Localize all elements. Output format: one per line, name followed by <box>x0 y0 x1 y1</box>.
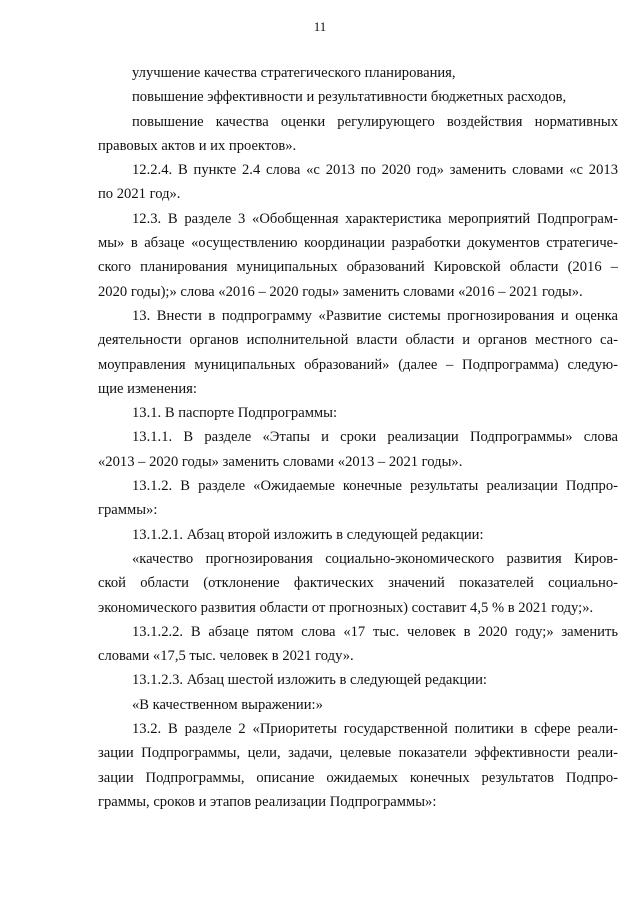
document-body <box>98 61 618 814</box>
text-line: зации Подпрограммы, цели, задачи, целевые показатели эффективности реали- <box>98 745 618 762</box>
text-line: граммы»: <box>98 502 158 519</box>
text-line: ской области (отклонение фактических значений показателей социально- <box>98 575 618 592</box>
text-line: 12.2.4. В пункте 2.4 слова «с 2013 по 2020 год» заменить словами «с 2013 <box>132 162 618 179</box>
text-line: «2013 – 2020 годы» заменить словами «2013 – 2021 годы». <box>98 453 463 470</box>
text-line: мы» в абзаце «осуществлению координации разработки документов стратегиче- <box>98 235 618 252</box>
text-line: 13.1. В паспорте Подпрограммы: <box>132 405 338 422</box>
text-line: словами «17,5 тыс. человек в 2021 году». <box>98 648 354 665</box>
text-line: щие изменения: <box>98 380 197 397</box>
text-line: деятельности органов исполнительной власти области и органов местного са- <box>98 332 618 349</box>
text-line: экономического развития области от прогнозных) составит 4,5 % в 2021 году;». <box>98 599 594 616</box>
text-line: 13.1.2.3. Абзац шестой изложить в следующей редакции: <box>132 672 487 689</box>
text-line: по 2021 год». <box>98 186 181 203</box>
text-line: повышение качества оценки регулирующего воздействия нормативных <box>132 113 618 130</box>
text-line: «качество прогнозирования социально-экономического развития Киров- <box>132 550 618 567</box>
text-line: «В качественном выражении:» <box>132 696 323 713</box>
text-line: 13.1.2.1. Абзац второй изложить в следующей редакции: <box>132 526 484 543</box>
page-number: 11 <box>313 19 327 34</box>
text-line: 12.3. В разделе 3 «Обобщенная характеристика мероприятий Подпрограм- <box>132 210 618 227</box>
text-line: зации Подпрограммы, описание ожидаемых конечных результатов Подпро- <box>98 769 618 786</box>
text-line: 13. Внести в подпрограмму «Развитие системы прогнозирования и оценка <box>132 307 618 324</box>
text-line: правовых актов и их проектов». <box>98 137 297 154</box>
text-line: 13.1.2.2. В абзаце пятом слова «17 тыс. человек в 2020 году;» заменить <box>132 623 618 640</box>
text-line: повышение эффективности и результативности бюджетных расходов, <box>132 89 567 106</box>
text-line: 13.1.1. В разделе «Этапы и сроки реализации Подпрограммы» слова <box>132 429 618 446</box>
text-line: 2020 годы);» слова «2016 – 2020 годы» заменить словами «2016 – 2021 годы». <box>98 283 583 300</box>
text-line: улучшение качества стратегического планирования, <box>132 65 456 81</box>
text-line: моуправления муниципальных образований» (далее – Подпрограмма) следую- <box>98 356 618 373</box>
text-line: 13.2. В разделе 2 «Приоритеты государственной политики в сфере реали- <box>132 721 618 738</box>
text-line: граммы, сроков и этапов реализации Подпрограммы»: <box>98 793 437 810</box>
text-line: 13.1.2. В разделе «Ожидаемые конечные результаты реализации Подпро- <box>132 478 618 495</box>
text-line: ского планирования муниципальных образований Кировской области (2016 – <box>98 259 618 276</box>
